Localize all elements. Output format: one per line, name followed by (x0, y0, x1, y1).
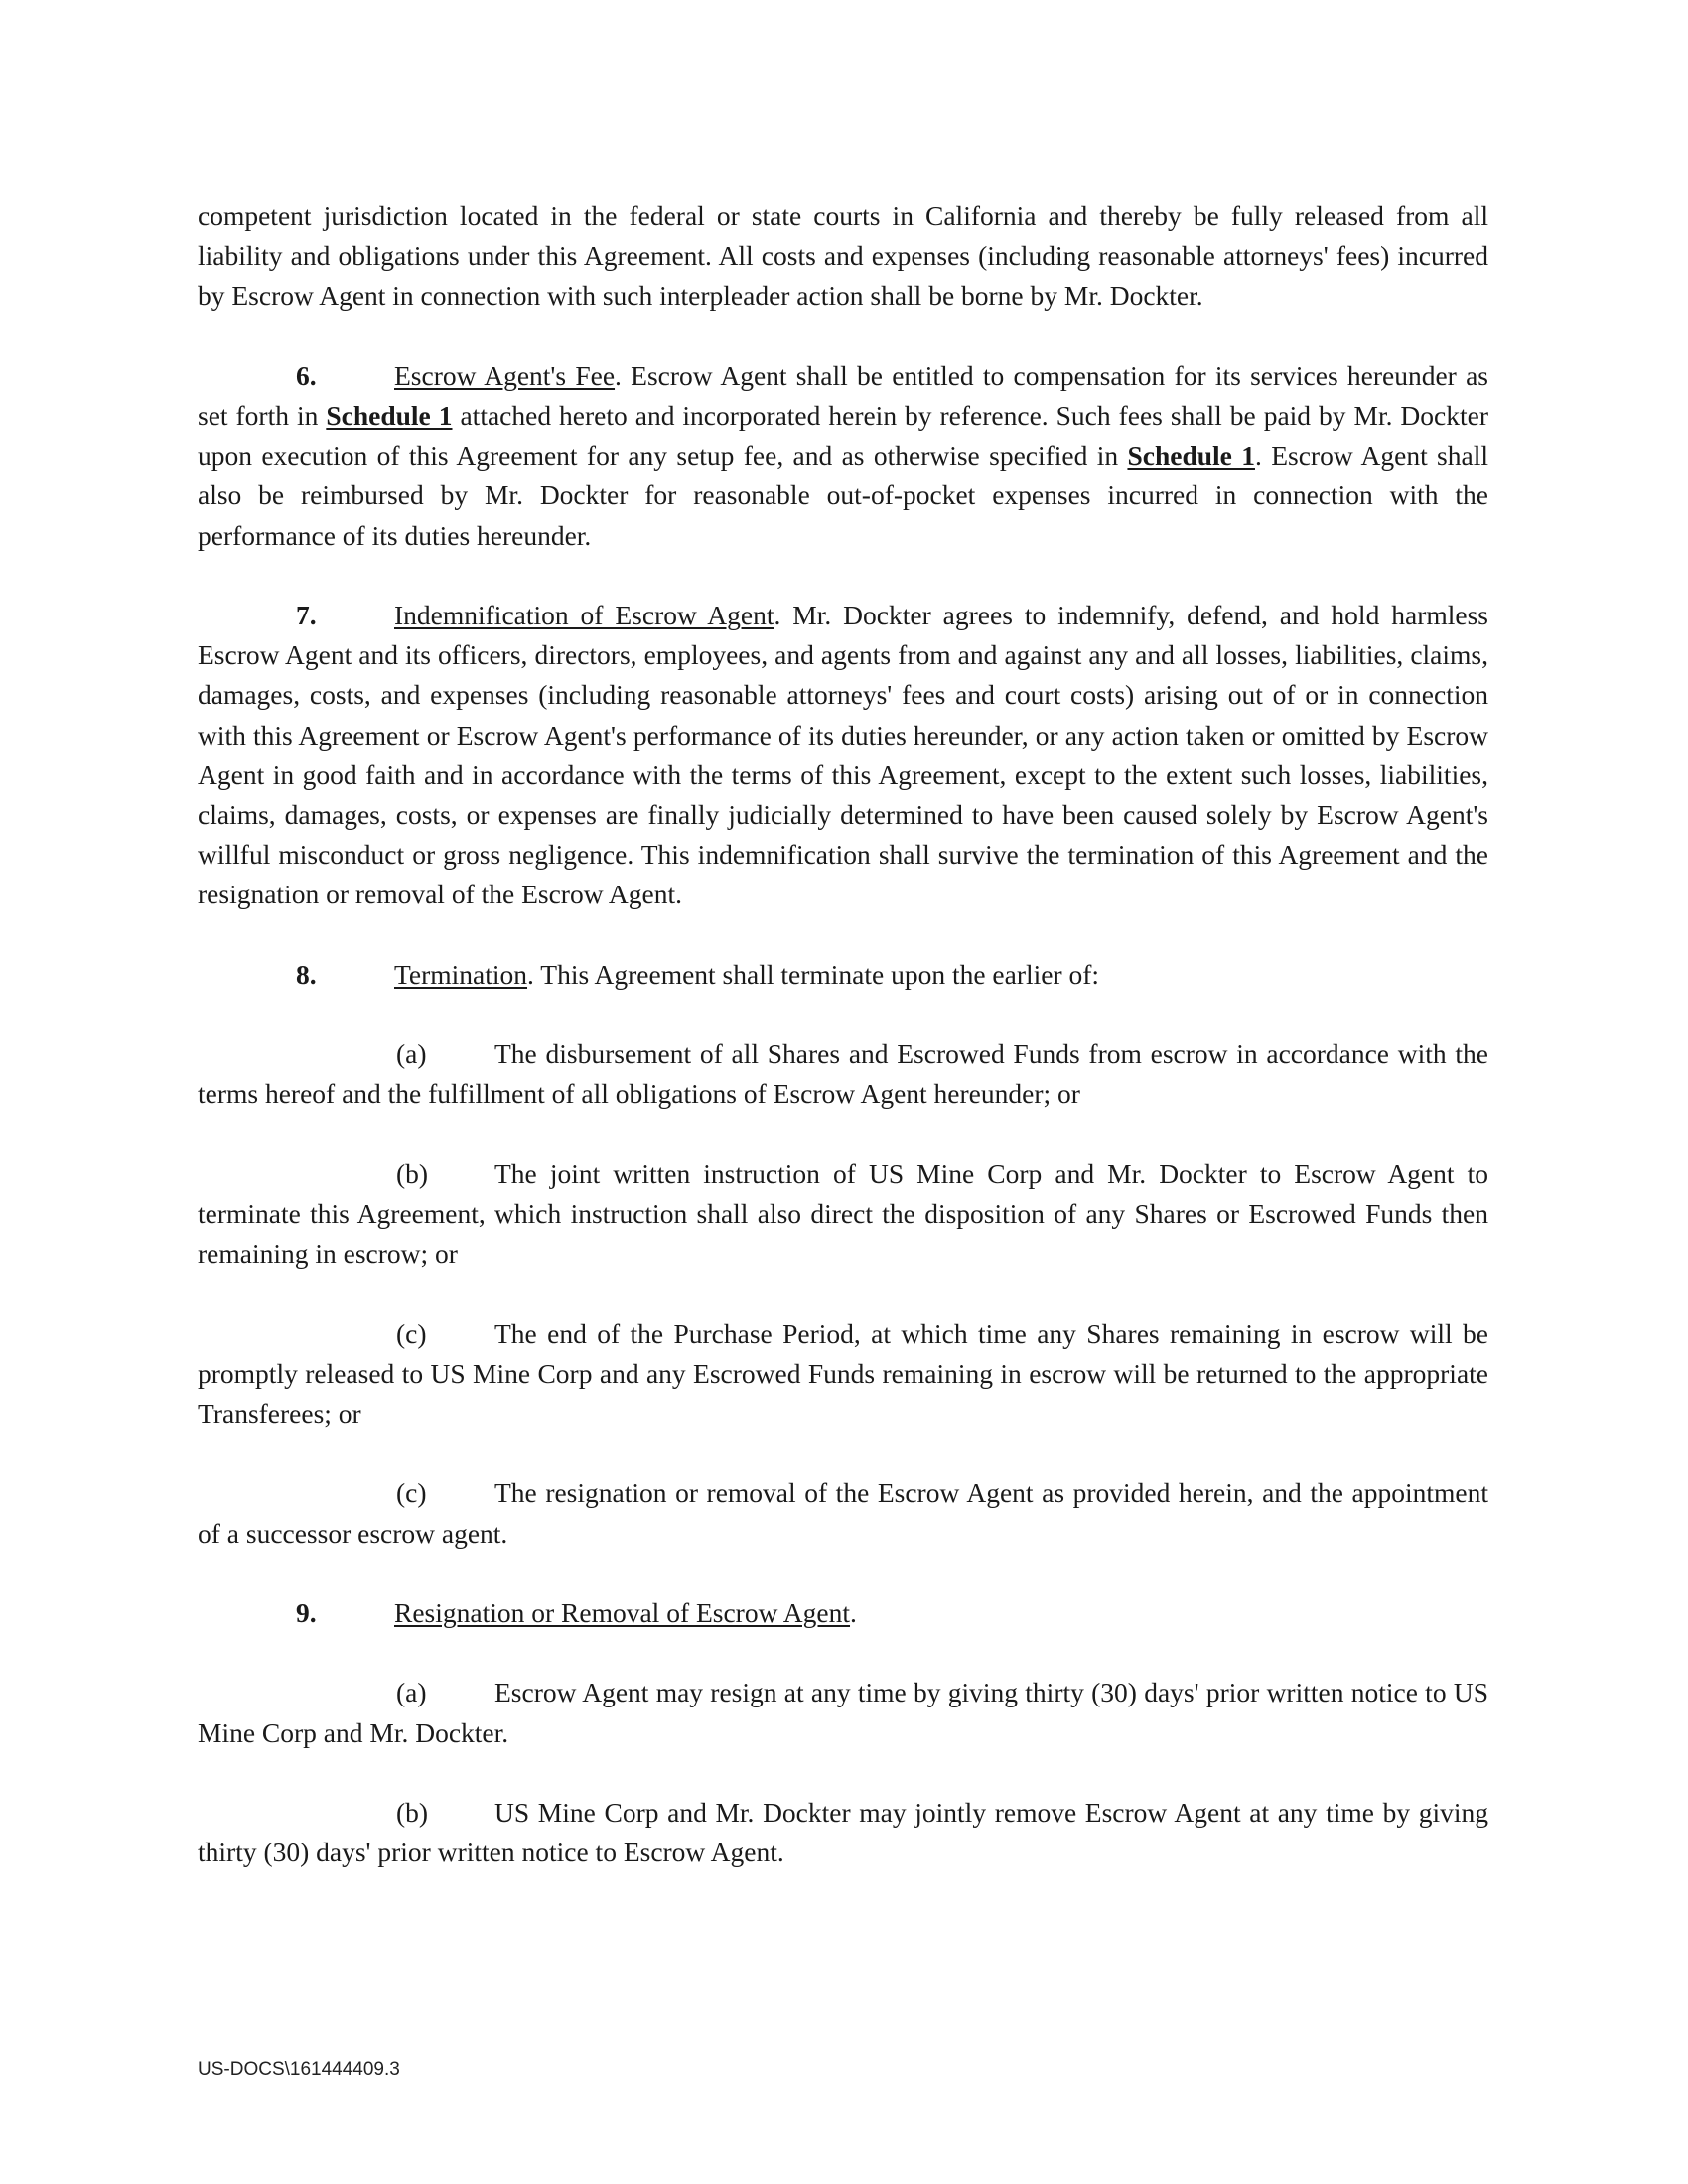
schedule-reference: Schedule 1 (326, 400, 453, 431)
section-heading: Indemnification of Escrow Agent (394, 600, 774, 630)
subsection-number: (a) (396, 1677, 427, 1708)
section-text: . Escrow Agent shall also be reimbursed by Mr. Dockter for reasonable out-of-pocket expenses incurred in connection with the performance of its duties hereunder. (198, 440, 1488, 551)
section-text: . (850, 1596, 857, 1628)
section-text: . Mr. Dockter agrees to indemnify, defend, and hold harmless Escrow Agent and its officers, directors, employees, and agents from and against any and all losses, liabilities, claims, damages, costs, and expenses (including reasonable attorneys' fees and court costs) arising out of or in connection with this Agreement or Escrow Agent's performance of its duties hereunder, or any action taken or omitted by Escrow Agent in good faith and in accordance with the terms of this Agreement, except to the extent such losses, liabilities, claims, damages, costs, or expenses are finally judicially determined to have been caused solely by Escrow Agent's willful misconduct or gross negligence. This indemnification shall survive the termination of this Agreement and the resignation or removal of the Escrow Agent. (198, 600, 1488, 910)
section-number: 8. (296, 958, 317, 990)
subsection-number: (c) (396, 1317, 427, 1349)
section-9-resignation-removal (198, 1593, 1488, 1633)
subsection-8b (198, 1155, 1488, 1275)
subsection-8a (198, 1034, 1488, 1114)
subsection-text: The end of the Purchase Period, at which time any Shares remaining in escrow will be promptly released to US Mine Corp and any Escrowed Funds remaining in escrow will be returned to the appropriate Transferees; or (198, 1317, 1488, 1429)
section-number: 7. (296, 600, 317, 630)
section-heading: Resignation or Removal of Escrow Agent (394, 1596, 851, 1628)
paragraph-interpleader-continuation: competent jurisdiction located in the federal or state courts in California and thereby be fully released from all liability and obligations under this Agreement. All costs and expenses (including reasonable attorneys' fees) incurred by Escrow Agent in connection with such interpleader action shall be borne by Mr. Dockter. (198, 201, 1488, 312)
subsection-8c (198, 1314, 1488, 1434)
subsection-9b (198, 1793, 1488, 1872)
section-text: attached hereto and incorporated herein by reference. Such fees shall be paid by Mr. Dockter upon execution of this Agreement for any setup fee, and as otherwise specified in (198, 400, 1488, 472)
subsection-number: (b) (396, 1796, 429, 1828)
section-number: 6. (296, 359, 317, 391)
subsection-9a (198, 1673, 1488, 1752)
section-heading: Escrow Agent's Fee (394, 359, 616, 391)
section-heading: Termination (394, 958, 528, 990)
section-text: . Escrow Agent shall be entitled to compensation for its services hereunder as set forth in (198, 359, 1488, 431)
section-text: . This Agreement shall terminate upon the earlier of: (527, 958, 1100, 990)
subsection-8d (198, 1473, 1488, 1553)
subsection-text: The joint written instruction of US Mine Corp and Mr. Dockter to Escrow Agent to terminate this Agreement, which instruction shall also direct the disposition of any Shares or Escrowed Funds then remaining in escrow; or (198, 1158, 1488, 1270)
subsection-text: The disbursement of all Shares and Escrowed Funds from escrow in accordance with the terms hereof and the fulfillment of all obligations of Escrow Agent hereunder; or (198, 1038, 1488, 1110)
section-8-termination (198, 955, 1488, 995)
subsection-text: US Mine Corp and Mr. Dockter may jointly remove Escrow Agent at any time by giving thirty (30) days' prior written notice to Escrow Agent. (198, 1796, 1488, 1868)
document-footer-id: US-DOCS\161444409.3 (198, 2059, 400, 2080)
subsection-number: (b) (396, 1158, 429, 1189)
subsection-number: (c) (396, 1477, 427, 1509)
subsection-number: (a) (396, 1038, 427, 1070)
document-body (198, 197, 1488, 1872)
subsection-text: Escrow Agent may resign at any time by giving thirty (30) days' prior written notice to US Mine Corp and Mr. Dockter. (198, 1677, 1488, 1748)
schedule-reference: Schedule 1 (1127, 440, 1255, 472)
section-7-indemnification (198, 596, 1488, 915)
section-number: 9. (296, 1596, 317, 1628)
section-6-escrow-agent-fee (198, 356, 1488, 556)
subsection-text: The resignation or removal of the Escrow Agent as provided herein, and the appointment of a successor escrow agent. (198, 1477, 1488, 1549)
